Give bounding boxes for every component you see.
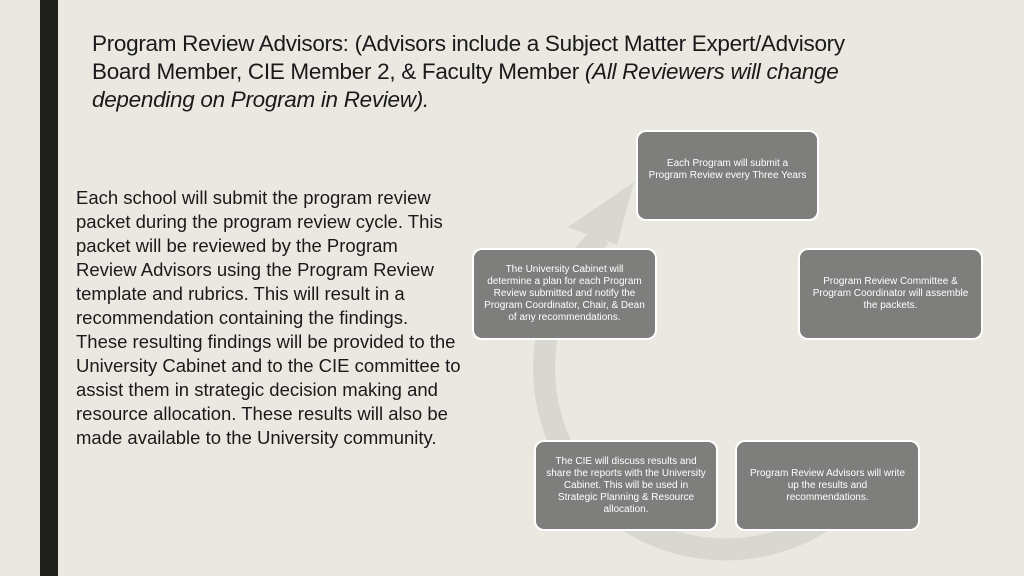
cycle-step-assemble (798, 248, 983, 340)
cycle-step-advisors (735, 440, 920, 531)
title-main: Program Review Advisors: (Advisors include a Subject Matter Expert/Advisory Board Member, CIE Member 2, & Faculty Member (92, 31, 845, 84)
cycle-arrowhead (568, 182, 634, 245)
body-paragraph: Each school will submit the program review packet during the program review cycle. This packet will be reviewed by the Program Review Advisors using the Program Review template and rubrics. This will result in a recommendation containing the findings. These resulting findings will be provided to the University Cabinet and to the CIE committee to assist them in strategic decision making and resource allocation. These results will also be made available to the University community. (76, 187, 461, 448)
cycle-step-cie (534, 440, 718, 531)
cycle-step-label: The CIE will discuss results and share the reports with the University Cabinet. This will be used in Strategic Planning & Resource allocation. (546, 455, 706, 515)
cycle-step-label: Program Review Committee & Program Coordinator will assemble the packets. (812, 276, 969, 311)
cycle-step-label: Each Program will submit a Program Review every Three Years (648, 158, 807, 181)
cycle-step-cabinet (472, 248, 657, 340)
cycle-step-label: The University Cabinet will determine a plan for each Program Review submitted and notify the Program Coordinator, Chair, & Dean of any recommendations. (484, 264, 645, 323)
title-italic-note: (All Reviewers will change depending on Program in Review). (92, 59, 839, 112)
cycle-step-label: Program Review Advisors will write up the results and recommendations. (749, 467, 906, 503)
cycle-step-submit (636, 130, 819, 221)
